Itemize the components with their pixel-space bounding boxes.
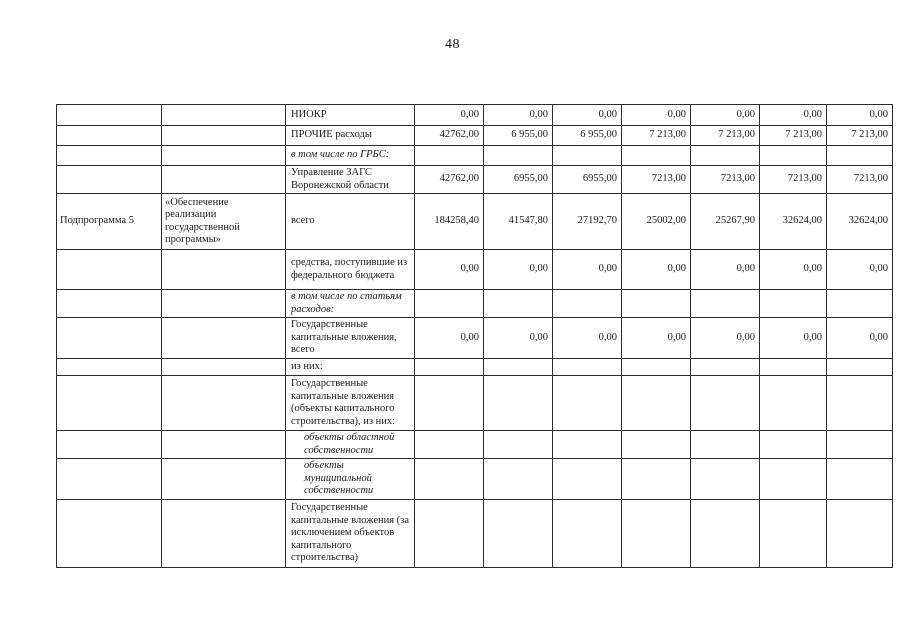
cell-value [760, 459, 827, 500]
cell-value [622, 146, 691, 166]
cell-value [827, 146, 893, 166]
cell-value [691, 431, 760, 459]
cell-title [162, 166, 286, 194]
cell-value [484, 290, 553, 318]
cell-value: 0,00 [827, 105, 893, 126]
cell-title [162, 500, 286, 568]
cell-value [415, 459, 484, 500]
cell-value: 7 213,00 [622, 126, 691, 146]
cell-value [691, 459, 760, 500]
cell-value [760, 431, 827, 459]
cell-value [691, 376, 760, 431]
cell-value [827, 376, 893, 431]
cell-value [553, 376, 622, 431]
cell-value: 0,00 [691, 105, 760, 126]
cell-value [760, 146, 827, 166]
cell-value [484, 500, 553, 568]
cell-title [162, 290, 286, 318]
cell-title [162, 359, 286, 376]
cell-value: 6955,00 [484, 166, 553, 194]
cell-item: объекты областной собственности [286, 431, 415, 459]
cell-value [415, 290, 484, 318]
cell-value: 6 955,00 [553, 126, 622, 146]
table-row [57, 194, 893, 250]
cell-title [162, 146, 286, 166]
table-row [57, 146, 893, 166]
cell-value: 42762,00 [415, 166, 484, 194]
cell-value: 0,00 [553, 105, 622, 126]
cell-value [691, 500, 760, 568]
cell-title [162, 250, 286, 290]
table-row [57, 250, 893, 290]
cell-value: 0,00 [553, 318, 622, 359]
table-row [57, 318, 893, 359]
cell-item: средства, поступившие из федерального бюджета [286, 250, 415, 290]
cell-value: 7213,00 [760, 166, 827, 194]
cell-value: 0,00 [484, 105, 553, 126]
cell-program [57, 359, 162, 376]
cell-value [622, 431, 691, 459]
cell-value [553, 359, 622, 376]
cell-value: 0,00 [484, 250, 553, 290]
cell-value [622, 376, 691, 431]
cell-value [484, 359, 553, 376]
table-row [57, 376, 893, 431]
cell-value: 41547,80 [484, 194, 553, 250]
table-row [57, 359, 893, 376]
cell-value [827, 290, 893, 318]
cell-value [484, 459, 553, 500]
cell-value: 42762,00 [415, 126, 484, 146]
cell-value [760, 500, 827, 568]
cell-program [57, 459, 162, 500]
cell-value [415, 500, 484, 568]
cell-value: 6 955,00 [484, 126, 553, 146]
cell-value: 0,00 [484, 318, 553, 359]
cell-item: всего [286, 194, 415, 250]
cell-title [162, 376, 286, 431]
cell-value: 0,00 [415, 318, 484, 359]
cell-value: 0,00 [827, 250, 893, 290]
cell-title [162, 318, 286, 359]
cell-program: Подпрограмма 5 [57, 194, 162, 250]
cell-value [553, 459, 622, 500]
cell-value: 7213,00 [691, 166, 760, 194]
cell-value [415, 146, 484, 166]
cell-program [57, 500, 162, 568]
cell-value: 0,00 [691, 250, 760, 290]
table-row [57, 290, 893, 318]
cell-value: 27192,70 [553, 194, 622, 250]
table-row [57, 166, 893, 194]
cell-value: 0,00 [622, 318, 691, 359]
cell-item: объекты муниципальной собственности [286, 459, 415, 500]
cell-value [827, 359, 893, 376]
cell-program [57, 105, 162, 126]
cell-value: 0,00 [622, 105, 691, 126]
cell-value: 0,00 [827, 318, 893, 359]
cell-value [622, 459, 691, 500]
cell-value: 7213,00 [622, 166, 691, 194]
cell-title [162, 431, 286, 459]
cell-item: НИОКР [286, 105, 415, 126]
cell-value [484, 146, 553, 166]
cell-value: 0,00 [760, 318, 827, 359]
cell-value: 0,00 [553, 250, 622, 290]
cell-value [827, 500, 893, 568]
cell-item: в том числе по ГРБС: [286, 146, 415, 166]
cell-value [553, 431, 622, 459]
cell-title: «Обеспечение реализации государственной программы» [162, 194, 286, 250]
cell-item: из них: [286, 359, 415, 376]
cell-value: 7 213,00 [760, 126, 827, 146]
cell-value [622, 500, 691, 568]
cell-program [57, 376, 162, 431]
cell-value: 184258,40 [415, 194, 484, 250]
cell-value [827, 431, 893, 459]
table-row [57, 500, 893, 568]
cell-title [162, 459, 286, 500]
cell-value: 7213,00 [827, 166, 893, 194]
budget-table [56, 104, 893, 568]
cell-value [691, 290, 760, 318]
cell-program [57, 290, 162, 318]
cell-item: Государственные капитальные вложения (объекты капитального строительства), из них: [286, 376, 415, 431]
cell-value [827, 459, 893, 500]
cell-value [691, 359, 760, 376]
cell-value: 25002,00 [622, 194, 691, 250]
table-row [57, 126, 893, 146]
table-row [57, 459, 893, 500]
cell-value: 32624,00 [760, 194, 827, 250]
table-row [57, 431, 893, 459]
cell-program [57, 431, 162, 459]
cell-value [484, 376, 553, 431]
cell-value [415, 359, 484, 376]
cell-program [57, 318, 162, 359]
cell-program [57, 126, 162, 146]
cell-value [553, 146, 622, 166]
cell-title [162, 126, 286, 146]
cell-value: 0,00 [760, 105, 827, 126]
cell-item: в том числе по статьям расходов: [286, 290, 415, 318]
cell-item: Государственные капитальные вложения, всего [286, 318, 415, 359]
cell-value [760, 290, 827, 318]
cell-value [691, 146, 760, 166]
cell-value [415, 431, 484, 459]
cell-value [484, 431, 553, 459]
cell-value [553, 500, 622, 568]
cell-value [553, 290, 622, 318]
cell-value: 0,00 [622, 250, 691, 290]
page-number: 48 [445, 37, 460, 52]
cell-value: 0,00 [691, 318, 760, 359]
cell-value: 32624,00 [827, 194, 893, 250]
cell-value [622, 290, 691, 318]
cell-item: Управление ЗАГС Воронежской области [286, 166, 415, 194]
cell-program [57, 146, 162, 166]
cell-value: 0,00 [415, 250, 484, 290]
cell-item: Государственные капитальные вложения (за исключением объектов капитального строительства) [286, 500, 415, 568]
cell-value [760, 376, 827, 431]
cell-value: 7 213,00 [827, 126, 893, 146]
cell-value: 0,00 [760, 250, 827, 290]
cell-value: 0,00 [415, 105, 484, 126]
cell-value [760, 359, 827, 376]
cell-item: ПРОЧИЕ расходы [286, 126, 415, 146]
cell-value [415, 376, 484, 431]
cell-value: 7 213,00 [691, 126, 760, 146]
table-row [57, 105, 893, 126]
cell-value: 6955,00 [553, 166, 622, 194]
cell-title [162, 105, 286, 126]
cell-value: 25267,90 [691, 194, 760, 250]
cell-program [57, 166, 162, 194]
cell-program [57, 250, 162, 290]
cell-value [622, 359, 691, 376]
